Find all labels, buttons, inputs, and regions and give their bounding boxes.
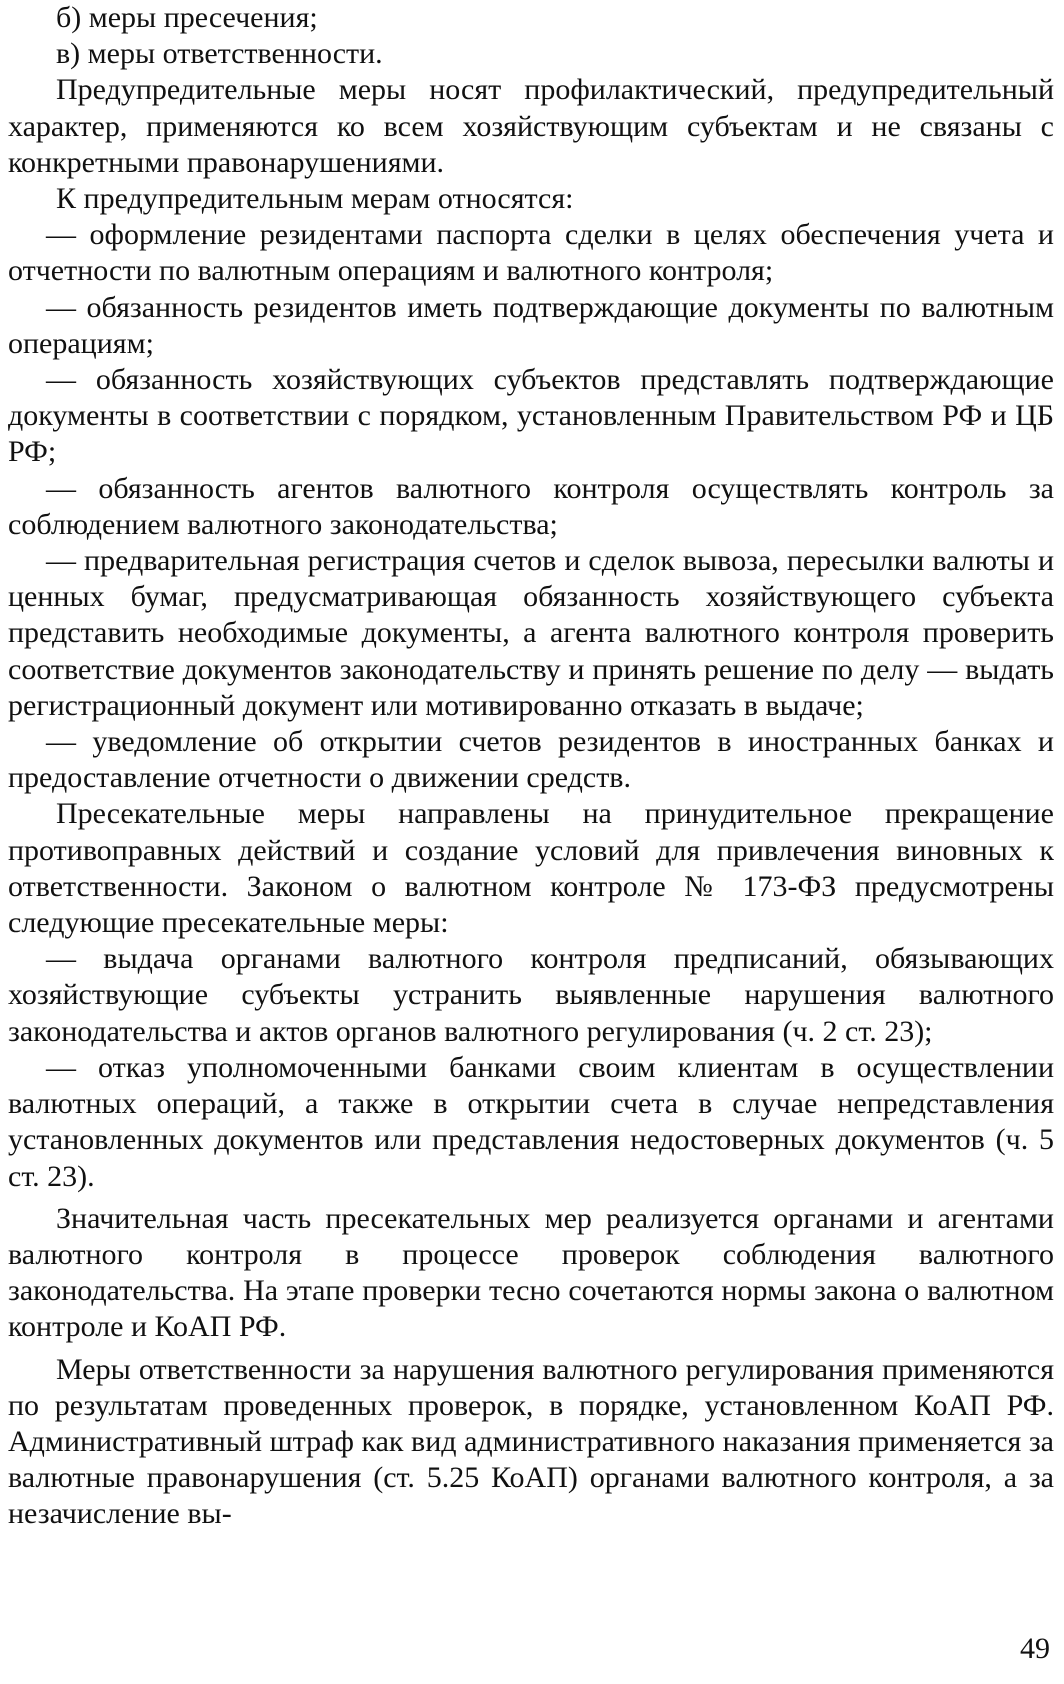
list-item: — обязанность резидентов иметь подтверждающие документы по валютным операциям; bbox=[8, 290, 1054, 360]
paragraph: Меры ответственности за нарушения валютного регулирования применяются по результатам проведенных проверок, в порядке, установленном КоАП РФ. Административный штраф как вид административного наказания применяется за валютные правонарушения (ст. 5.25 КоАП) органами валютного контроля, а за незачисление вы- bbox=[8, 1352, 1054, 1531]
list-item: — оформление резидентами паспорта сделки в целях обеспечения учета и отчетности по валютным операциям и валютного контроля; bbox=[8, 218, 1054, 288]
list-item: — выдача органами валютного контроля предписаний, обязывающих хозяйствующие субъекты устранить выявленные нарушения валютного законодательства и актов органов валютного регулирования (ч. 2 ст. 23); bbox=[8, 942, 1054, 1048]
page-body bbox=[8, 0, 1054, 1533]
list-item: б) меры пресечения; bbox=[56, 1, 318, 34]
paragraph: Пресекательные меры направлены на принудительное прекращение противоправных действий и создание условий для привлечения виновных к ответственности. Законом о валютном контроле № 173-ФЗ предусмотрены следующие пресекательные меры: bbox=[8, 797, 1054, 940]
paragraph: К предупредительным мерам относятся: bbox=[56, 182, 574, 216]
list-item: — отказ уполномоченными банками своим клиентам в осуществлении валютных операций, а также в открытии счета в случае непредставления установленных документов или представления недостоверных документов (ч. 5 ст. 23). bbox=[8, 1050, 1054, 1193]
list-item: — предварительная регистрация счетов и сделок вывоза, пересылки валюты и ценных бумаг, предусматривающая обязанность хозяйствующего субъекта представить необходимые документы, а агента валютного контроля проверить соответствие документов законодательству и принять решение по делу — выдать регистрационный документ или мотивированно отказать в выдаче; bbox=[8, 544, 1054, 722]
list-item: в) меры ответственности. bbox=[56, 37, 383, 71]
list-item: — обязанность хозяйствующих субъектов представлять подтверждающие документы в соответствии с порядком, установленным Правительством РФ и ЦБ РФ; bbox=[8, 363, 1054, 469]
list-item: — уведомление об открытии счетов резидентов в иностранных банках и предоставление отчетности о движении средств. bbox=[8, 725, 1054, 795]
list-item: — обязанность агентов валютного контроля осуществлять контроль за соблюдением валютного законодательства; bbox=[8, 471, 1054, 541]
page-number: 49 bbox=[1020, 1632, 1050, 1665]
paragraph: Значительная часть пресекательных мер реализуется органами и агентами валютного контроля в процессе проверок соблюдения валютного законодательства. На этапе проверки тесно сочетаются нормы закона о валютном контроле и КоАП РФ. bbox=[8, 1201, 1054, 1344]
paragraph: Предупредительные меры носят профилактический, предупредительный характер, применяются ко всем хозяйствующим субъектам и не связаны с конкретными правонарушениями. bbox=[8, 73, 1054, 179]
